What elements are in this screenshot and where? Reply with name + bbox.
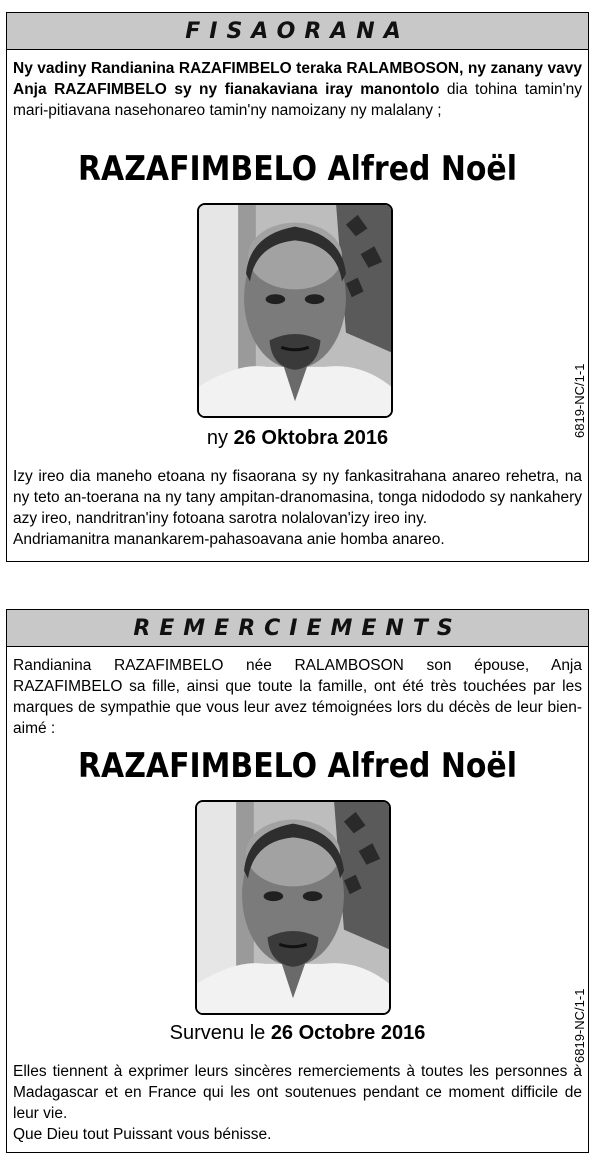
notice-remerciements [6,609,589,1153]
closing-text [7,466,588,550]
date-prefix: Survenu le [169,1022,271,1044]
intro-text: Randianina RAZAFIMBELO née RALAMBOSON son épouse, Anja RAZAFIMBELO sa fille, ainsi que toute la famille, ont été très touchées par les marques de sympathie que vous leur avez témoignées lors du décès de leur bien-aimé : [13,657,582,737]
closing-sentence: Elles tiennent à exprimer leurs sincères remerciements à toutes les personnes à Madagascar et en France qui les ont soutenues pendant ce moment difficile de leur vie. [13,1063,582,1122]
date-prefix: ny [206,427,234,449]
notice-header: FISAORANA [6,12,589,50]
notice-fisaorana [6,12,589,562]
intro-text [7,58,588,121]
closing-text [7,1061,588,1145]
intro-bold: Ny vadiny Randianina RAZAFIMBELO teraka RALAMBOSON, ny zanany vavy Anja RAZAFIMBELO sy ny fianakaviana iray manontolo [13,60,582,98]
deceased-name: RAZAFIMBELO Alfred Noël [78,149,517,189]
death-date-line [7,1022,588,1045]
portrait-photo [195,800,391,1015]
reference-code: 6819-NC/1-1 [572,363,587,438]
notice-header: REMERCIEMENTS [6,609,589,647]
intro-rest: dia tohina tamin'ny mari-pitiavana nasehonareo tamin'ny namoizany ny malalany ; [13,81,582,119]
blessing-text: Andriamanitra manankarem-pahasoavana anie homba anareo. [13,531,445,548]
death-date-line [7,427,588,450]
deceased-name: RAZAFIMBELO Alfred Noël [78,746,517,786]
notice-body [6,50,589,562]
reference-code: 6819-NC/1-1 [572,988,587,1063]
notice-body [6,647,589,1153]
death-date: 26 Oktobra 2016 [233,427,389,449]
portrait-photo [197,203,393,418]
death-date: 26 Octobre 2016 [270,1022,426,1044]
closing-sentence: Izy ireo dia maneho etoana ny fisaorana sy ny fankasitrahana anareo rehetra, na ny teto an-toerana na ny tany ampitan-dranomasina, tonga nidododo sy nankahery azy ireo, nandritran'iny fotoana sarotra nolalovan'izy ireo iny. [13,468,582,527]
blessing-text: Que Dieu tout Puissant vous bénisse. [13,1126,272,1143]
